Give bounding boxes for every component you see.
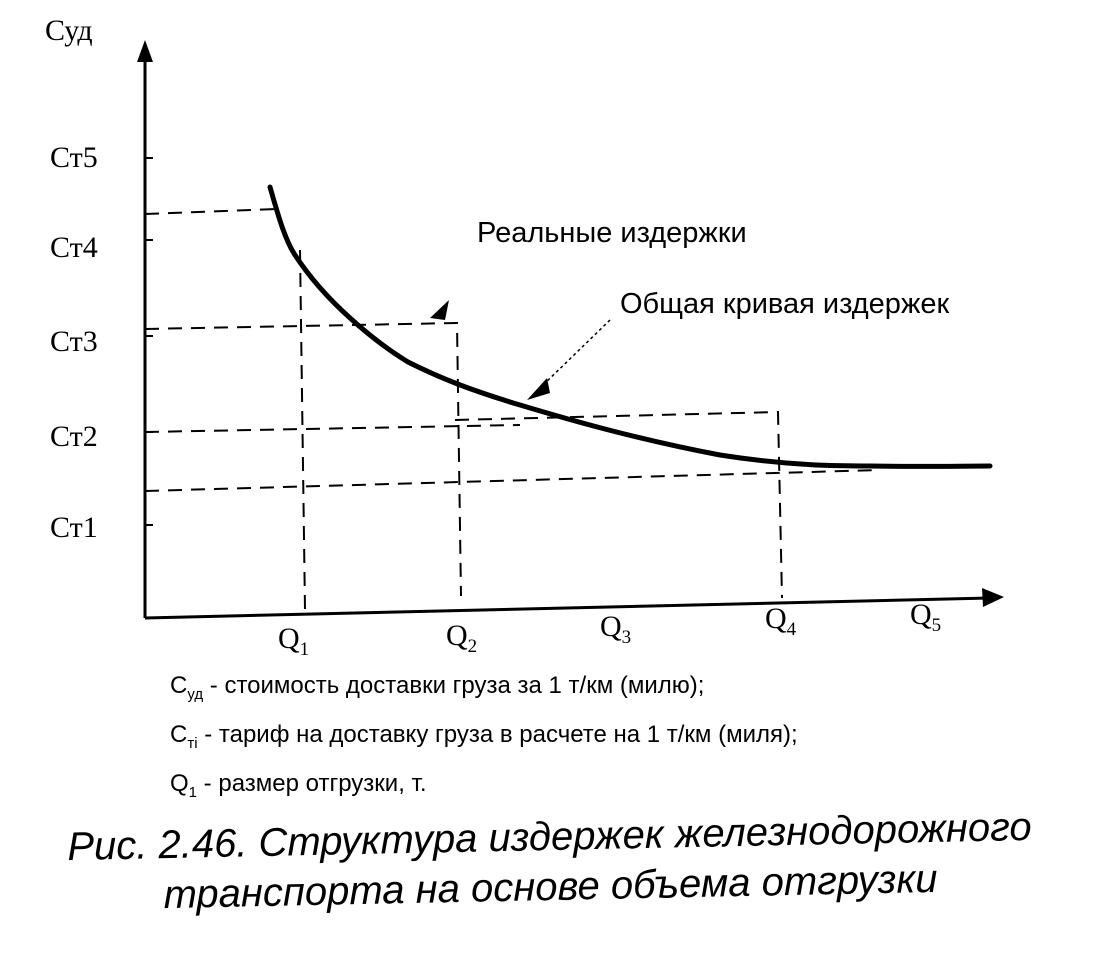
q1-guide: [300, 250, 305, 610]
tariff-step-1: [145, 470, 880, 491]
x-tick-label-q2: $Q_2$: [446, 619, 478, 657]
y-tick-label-5: Ст5: [50, 141, 98, 174]
tariff-step-2b: [455, 412, 782, 598]
y-axis-arrow: [137, 40, 153, 62]
x-tick-label-q4: $Q_4$: [765, 602, 797, 640]
tariff-steps: [145, 209, 880, 610]
x-axis: [145, 598, 990, 618]
caption-line-1: Рис. 2.46. Структура издержек железнодорожного: [66, 804, 1033, 870]
y-tick-label-4: Ст4: [50, 231, 98, 264]
arrow-overall-curve-stem: [540, 320, 610, 388]
legend-row-cti: $С_{тi}$ - тариф на доставку груза в расчете на 1 т/км (миля);: [170, 720, 798, 752]
caption-line-2: транспорта на основе объема отгрузки: [163, 856, 938, 918]
overall-curve-label: Общая кривая издержек: [620, 288, 950, 320]
y-axis-label: Суд: [45, 14, 93, 47]
tariff-step-2: [145, 425, 520, 432]
arrow-real-costs: [430, 300, 449, 320]
y-tick-label-2: Ст2: [50, 420, 98, 453]
x-tick-label-q5: $Q_5$: [910, 598, 942, 636]
legend: [170, 666, 970, 812]
x-tick-label-q1: $Q_1$: [278, 622, 310, 660]
y-tick-label-1: Ст1: [50, 511, 98, 544]
arrow-overall-curve-head: [527, 378, 550, 400]
legend-row-q1: $Q_1$ - размер отгрузки, т.: [170, 769, 427, 801]
x-tick-label-q3: $Q_3$: [600, 610, 632, 648]
y-tick-label-3: Ст3: [50, 325, 98, 358]
real-costs-label: Реальные издержки: [477, 217, 747, 249]
x-axis-arrow: [982, 588, 1004, 607]
figure-caption: [19, 801, 1081, 923]
legend-row-cud: $С_{уд}$ - стоимость доставки груза за 1 т/км (милю);: [170, 672, 705, 703]
y-tick-labels: [50, 141, 98, 544]
tariff-step-4: [145, 209, 276, 214]
